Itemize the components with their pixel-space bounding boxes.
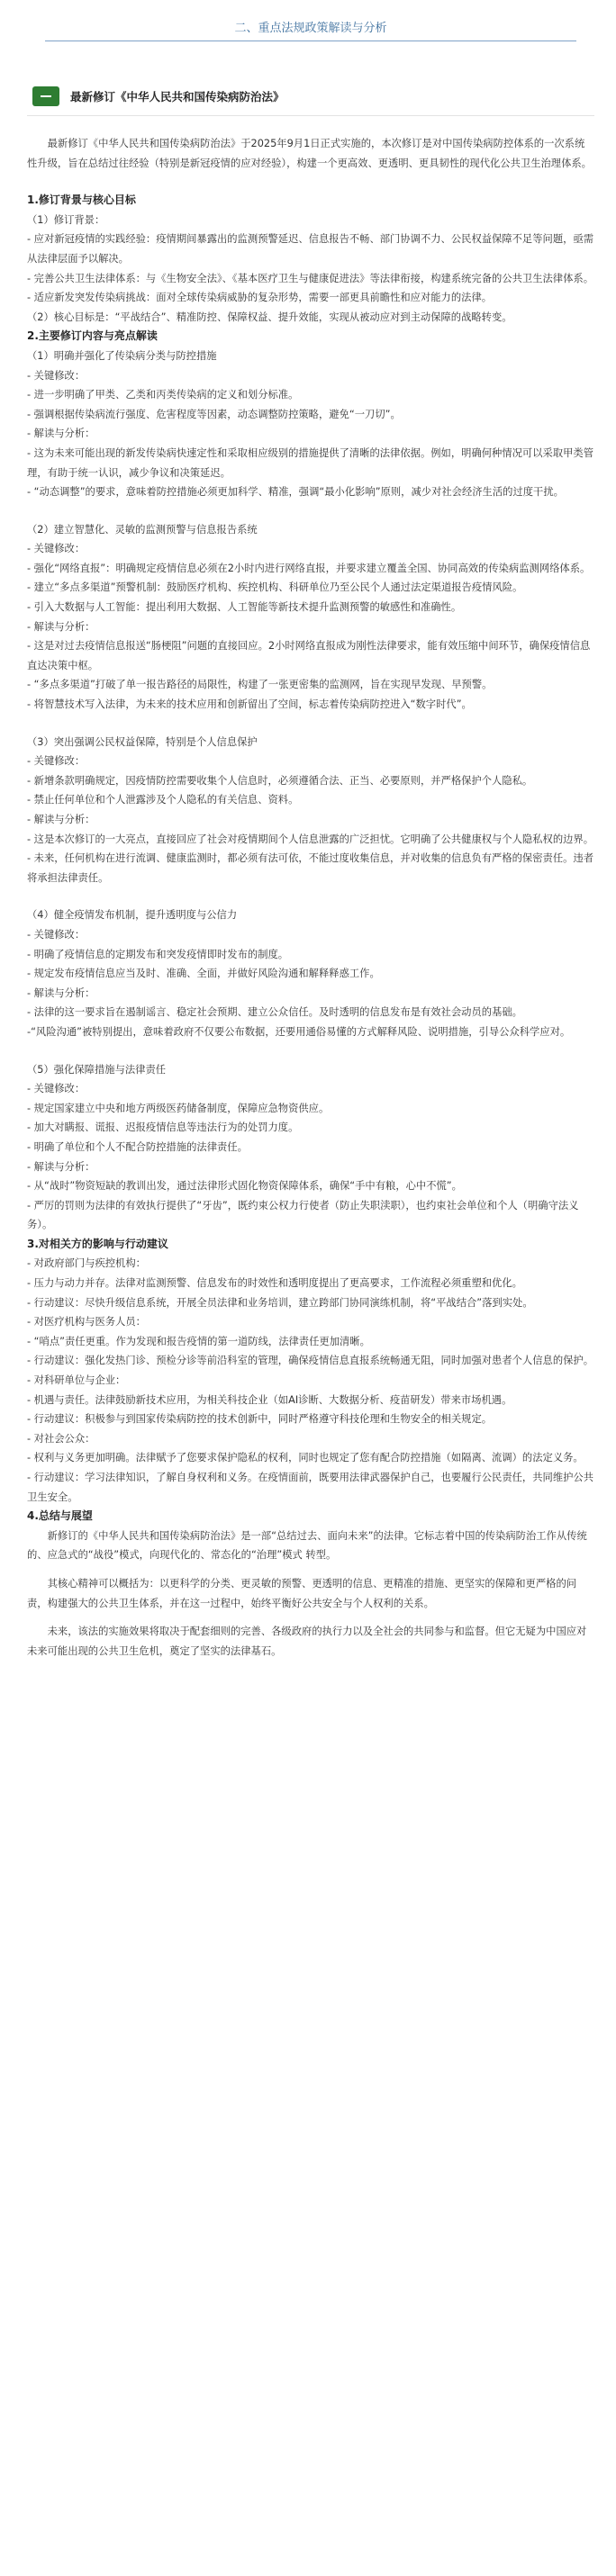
paragraph: - 关键修改： bbox=[27, 1083, 86, 1095]
paragraph: - “动态调整”的要求，意味着防控措施必须更加科学、精准，强调“最小化影响”原则，减少对社会经济生活的过度干扰。 bbox=[27, 486, 564, 499]
paragraph: - 行动建议：积极参与到国家传染病防控的技术创新中，同时严格遵守科技伦理和生物安全的相关规定。 bbox=[27, 1413, 493, 1426]
paragraph: （4）健全疫情发布机制，提升透明度与公信力 bbox=[27, 909, 238, 922]
paragraph: - 这是对过去疫情信息报送“肠梗阻”问题的直接回应。2小时网络直报成为刚性法律要求，能有效压缩中间环节，确保疫情信息直达决策中枢。 bbox=[27, 640, 591, 671]
article-body bbox=[27, 134, 594, 1661]
paragraph: （3）突出强调公民权益保障，特别是个人信息保护 bbox=[27, 735, 258, 748]
spacer bbox=[27, 1042, 594, 1060]
paragraph: - 关键修改： bbox=[27, 928, 86, 941]
section-heading: 2.主要修订内容与亮点解读 bbox=[27, 329, 158, 343]
paragraph: - 适应新发突发传染病挑战：面对全球传染病威胁的复杂形势，需要一部更具前瞻性和应对能力的法律。 bbox=[27, 292, 493, 304]
paragraph: - 这是本次修订的一大亮点，直接回应了社会对疫情期间个人信息泄露的广泛担忧。它明确了公共健康权与个人隐私权的边界。 bbox=[27, 833, 594, 845]
section-divider bbox=[27, 115, 594, 116]
paragraph: - 强化“网络直报”：明确规定疫情信息必须在2小时内进行网络直报，并要求建立覆盖全国、协同高效的传染病监测网络体系。 bbox=[27, 562, 591, 574]
paragraph: （1）明确并强化了传染病分类与防控措施 bbox=[27, 349, 217, 362]
paragraph: - 法律的这一要求旨在遏制谣言、稳定社会预期、建立公众信任。及时透明的信息发布是有效社会动员的基础。 bbox=[27, 1006, 522, 1019]
paragraph: （2）核心目标是：“平战结合”、精准防控、保障权益、提升效能，实现从被动应对到主动保障的战略转变。 bbox=[27, 311, 512, 323]
paragraph: 未来，该法的实施效果将取决于配套细则的完善、各级政府的执行力以及全社会的共同参与和监督。但它无疑为中国应对未来可能出现的公共卫生危机，奠定了坚实的法律基石。 bbox=[27, 1626, 587, 1657]
paragraph: - 加大对瞒报、谎报、迟报疫情信息等违法行为的处罚力度。 bbox=[27, 1121, 299, 1134]
paragraph: - 引入大数据与人工智能：提出利用大数据、人工智能等新技术提升监测预警的敏感性和准确性。 bbox=[27, 601, 462, 614]
section-heading: 4.总结与展望 bbox=[27, 1509, 93, 1523]
paragraph: - 建立“多点多渠道”预警机制：鼓励医疗机构、疾控机构、科研单位乃至公民个人通过法定渠道报告疫情风险。 bbox=[27, 581, 523, 594]
paragraph: - 行动建议：尽快升级信息系统，开展全员法律和业务培训，建立跨部门协同演练机制，将“平战结合”落到实处。 bbox=[27, 1296, 533, 1309]
paragraph: - 完善公共卫生法律体系：与《生物安全法》、《基本医疗卫生与健康促进法》等法律衔接，构建系统完备的公共卫生法律体系。 bbox=[27, 272, 593, 284]
paragraph: - 应对新冠疫情的实践经验：疫情期间暴露出的监测预警延迟、信息报告不畅、部门协调不力、公民权益保障不足等问题，亟需从法律层面予以解决。 bbox=[27, 233, 594, 265]
paragraph: 新修订的《中华人民共和国传染病防治法》是一部“总结过去、面向未来”的法律。它标志着中国的传染病防治工作从传统的、应急式的“战役”模式，向现代化的、常态化的“治理”模式 转型。 bbox=[27, 1529, 587, 1562]
paragraph: - “多点多渠道”打破了单一报告路径的局限性，构建了一张更密集的监测网，旨在实现早发现、早预警。 bbox=[27, 679, 493, 691]
paragraph: - 权利与义务更加明确。法律赋予了您要求保护隐私的权利，同时也规定了您有配合防控措施（如隔离、流调）的法定义务。 bbox=[27, 1452, 584, 1464]
paragraph: - 未来，任何机构在进行流调、健康监测时，都必须有法可依，不能过度收集信息，并对收集的信息负有严格的保密责任。违者将承担法律责任。 bbox=[27, 852, 594, 884]
paragraph: - 明确了疫情信息的定期发布和突发疫情即时发布的制度。 bbox=[27, 948, 289, 960]
paragraph: - 这为未来可能出现的新发传染病快速定性和采取相应级别的措施提供了清晰的法律依据。例如，明确何种情况可以采取甲类管理，有助于统一认识，减少争议和决策延迟。 bbox=[27, 446, 594, 479]
paragraph: - 解读与分析： bbox=[27, 620, 95, 633]
paragraph: - 新增条款明确规定，因疫情防控需要收集个人信息时，必须遵循合法、正当、必要原则，并严格保护个人隐私。 bbox=[27, 774, 533, 787]
section-heading: 1.修订背景与核心目标 bbox=[27, 194, 136, 207]
paragraph: - 对社会公众： bbox=[27, 1432, 95, 1445]
paragraph: - 严厉的罚则为法律的有效执行提供了“牙齿”，既约束公权力行使者（防止失职渎职），也约束社会单位和个人（明确守法义务）。 bbox=[27, 1199, 579, 1231]
paragraph: - 解读与分析： bbox=[27, 986, 95, 999]
paragraph: - 规定国家建立中央和地方两级医药储备制度，保障应急物资供应。 bbox=[27, 1102, 330, 1114]
paragraph: - 禁止任何单位和个人泄露涉及个人隐私的有关信息、资料。 bbox=[27, 794, 299, 806]
paragraph: - 规定发布疫情信息应当及时、准确、全面，并做好风险沟通和解释释惑工作。 bbox=[27, 968, 380, 980]
paragraph: - 行动建议：学习法律知识，了解自身权利和义务。在疫情面前，既要用法律武器保护自己，也要履行公民责任，共同维护公共卫生安全。 bbox=[27, 1472, 594, 1503]
paragraph: - 关键修改： bbox=[27, 755, 86, 768]
spacer bbox=[27, 887, 594, 905]
paragraph: （2）建立智慧化、灵敏的监测预警与信息报告系统 bbox=[27, 523, 258, 536]
paragraph: -“风险沟通”被特别提出，意味着政府不仅要公布数据，还要用通俗易懂的方式解释风险、说明措施，引导公众科学应对。 bbox=[27, 1025, 571, 1038]
section-heading: 3.对相关方的影响与行动建议 bbox=[27, 1237, 168, 1250]
spacer bbox=[27, 715, 594, 733]
section-badge-icon bbox=[32, 86, 59, 106]
section-header bbox=[32, 86, 594, 106]
paragraph: - 对科研单位与企业： bbox=[27, 1374, 126, 1387]
paragraph: - 对医疗机构与医务人员： bbox=[27, 1316, 146, 1329]
paragraph: - 强调根据传染病流行强度、危害程度等因素，动态调整防控策略，避免“一刀切”。 bbox=[27, 408, 401, 420]
paragraph: 最新修订《中华人民共和国传染病防治法》于2025年9月1日正式实施的，本次修订是对中国传染病防控体系的一次系统性升级，旨在总结过往经验（特别是新冠疫情的应对经验），构建一个更高效、更透明、更具韧性的现代化公共卫生治理体系。 bbox=[27, 138, 592, 169]
paragraph: - 行动建议：强化发热门诊、预检分诊等前沿科室的管理，确保疫情信息直报系统畅通无阻，同时加强对患者个人信息的保护。 bbox=[27, 1355, 594, 1367]
page-title: 二、重点法规政策解读与分析 bbox=[234, 22, 387, 35]
spacer bbox=[27, 502, 594, 520]
section-title: 最新修订《中华人民共和国传染病防治法》 bbox=[70, 90, 285, 104]
paragraph: - 压力与动力并存。法律对监测预警、信息发布的时效性和透明度提出了更高要求，工作流程必须重塑和优化。 bbox=[27, 1277, 522, 1290]
paragraph: - 进一步明确了甲类、乙类和丙类传染病的定义和划分标准。 bbox=[27, 389, 299, 401]
paragraph: - 明确了单位和个人不配合防控措施的法律责任。 bbox=[27, 1140, 248, 1153]
paragraph: - 解读与分析： bbox=[27, 1160, 95, 1173]
spacer bbox=[27, 1565, 594, 1574]
paragraph: 其核心精神可以概括为：以更科学的分类、更灵敏的预警、更透明的信息、更精准的措施、更坚实的保障和更严格的问责，构建强大的公共卫生体系，并在这一过程中，始终平衡好公共安全与个人权利的关系。 bbox=[27, 1577, 577, 1609]
paragraph: - 机遇与责任。法律鼓励新技术应用，为相关科技企业（如AI诊断、大数据分析、疫苗研发）带来市场机遇。 bbox=[27, 1393, 512, 1406]
paragraph: - “哨点”责任更重。作为发现和报告疫情的第一道防线，法律责任更加清晰。 bbox=[27, 1335, 370, 1347]
spacer bbox=[27, 1613, 594, 1622]
spacer bbox=[27, 173, 594, 191]
paragraph: - 对政府部门与疾控机构： bbox=[27, 1257, 146, 1270]
paragraph: - 关键修改： bbox=[27, 543, 86, 555]
paragraph: - 从“战时”物资短缺的教训出发，通过法律形式固化物资保障体系，确保“手中有粮，心中不慌”。 bbox=[27, 1180, 462, 1193]
paragraph: - 将智慧技术写入法律，为未来的技术应用和创新留出了空间，标志着传染病防控进入“数字时代”。 bbox=[27, 698, 472, 711]
paragraph: - 解读与分析： bbox=[27, 428, 95, 440]
paragraph: （1）修订背景： bbox=[27, 213, 105, 226]
paragraph: （5）强化保障措施与法律责任 bbox=[27, 1063, 167, 1076]
paragraph: - 解读与分析： bbox=[27, 814, 95, 825]
paragraph: - 关键修改： bbox=[27, 369, 86, 382]
